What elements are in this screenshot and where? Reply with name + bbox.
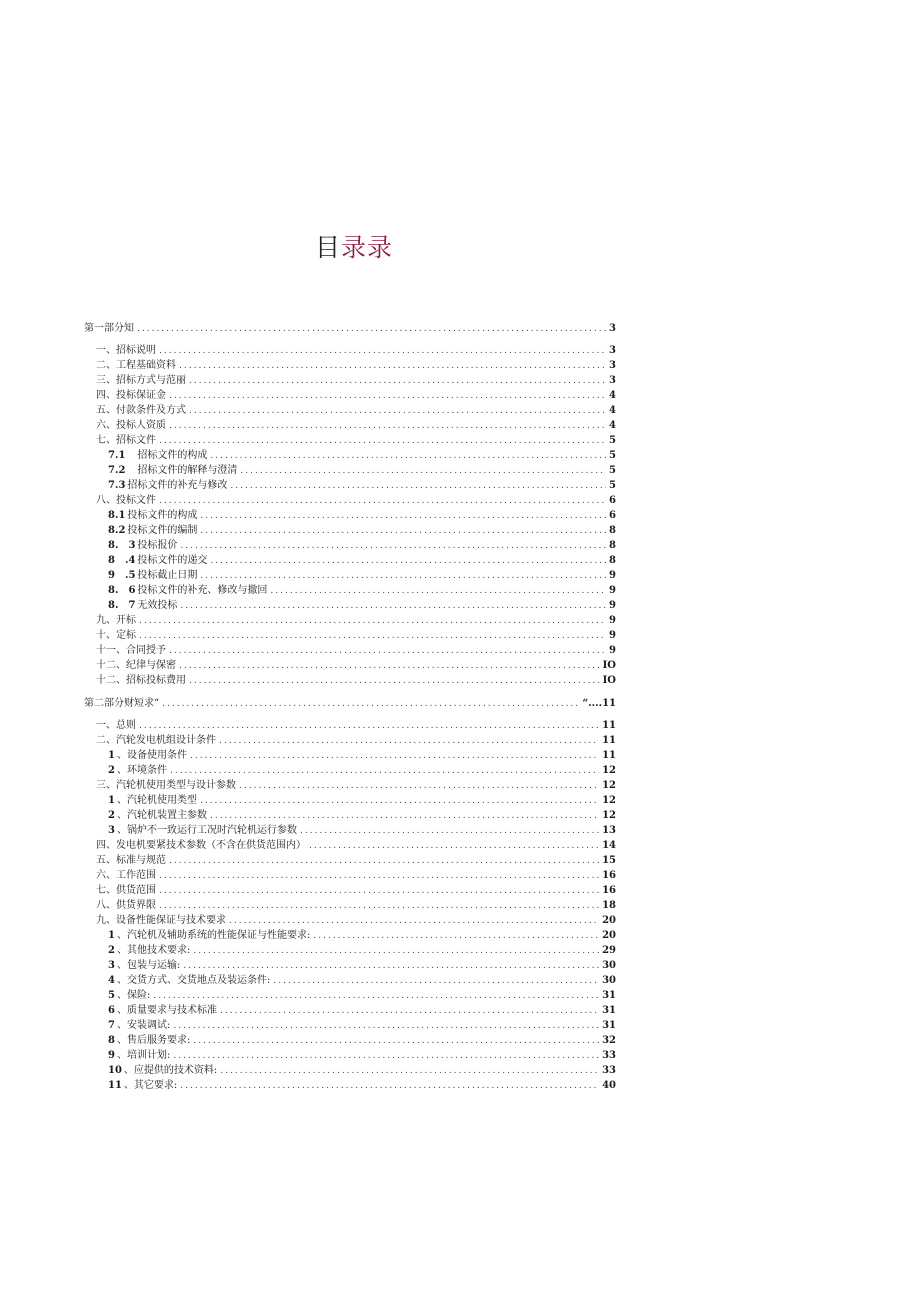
toc-page-number: 9 [609,630,616,641]
table-of-contents [84,0,616,1301]
toc-leader-dots [180,1080,599,1092]
toc-entry-label [96,735,216,747]
toc-entry-label [108,960,180,972]
toc-entry-text: 五、标准与规范 [96,855,166,866]
toc-entry-label [108,480,227,492]
toc-entry[interactable] [84,433,616,447]
toc-entry-text: 一、招标说明 [96,345,156,356]
toc-entry-text: 第二部分财短求“ [84,698,160,709]
toc-leader-dots [200,795,599,807]
toc-entry[interactable] [84,943,616,957]
toc-entry-label [96,360,176,372]
toc-page-number: 4 [609,390,616,401]
toc-page-number: 8 [609,540,616,551]
toc-entry-number: 8.2 [108,525,126,536]
toc-leader-dots [189,675,600,687]
toc-entry-text: 五、付款条件及方式 [96,405,186,416]
toc-page-number: 20 [602,915,616,926]
toc-entry-number: 9 .5 [108,570,136,581]
toc-entry[interactable] [84,418,616,432]
toc-page-number: 32 [602,1035,616,1046]
toc-page-number: 9 [609,585,616,596]
toc-page-number: IO [602,675,616,686]
toc-entry-text: 四、投标保证金 [96,390,166,401]
toc-entry-label [96,660,176,672]
toc-page-number: 29 [602,945,616,956]
toc-entry-label [108,1035,190,1047]
toc-entry-text: 十一、合同授予 [96,645,166,656]
toc-entry[interactable] [84,403,616,417]
toc-entry-label [108,1080,177,1092]
toc-entry[interactable] [84,898,616,912]
toc-leader-dots [179,660,600,672]
toc-entry-label [108,930,310,942]
toc-entry[interactable] [84,763,616,777]
toc-leader-dots [229,915,599,927]
toc-page-number: 11 [602,750,616,761]
toc-leader-dots [309,840,599,852]
toc-leader-dots [210,810,599,822]
toc-entry[interactable] [84,1033,616,1047]
toc-page-number: 40 [602,1080,616,1091]
toc-page-number: 31 [602,990,616,1001]
toc-entry[interactable] [84,523,616,537]
toc-entry[interactable] [84,808,616,822]
toc-entry-text: 招标文件的补充与修改 [127,480,228,491]
toc-entry-text: 二、汽轮发电机组设计条件 [96,735,216,746]
toc-entry-text: 招标文件的解释与澄清 [127,465,238,476]
toc-entry-label [96,630,136,642]
toc-page-number: 14 [602,840,616,851]
toc-entry-label [96,675,186,687]
toc-leader-dots [200,525,606,537]
toc-leader-dots [189,375,606,387]
toc-entry-number: 7.1 [108,450,126,461]
toc-entry-text: 、其它要求: [123,1080,178,1091]
toc-entry-label [96,435,156,447]
toc-leader-dots [220,1065,599,1077]
toc-leader-dots [159,885,599,897]
toc-entry-text: 、包装与运输: [116,960,181,971]
toc-entry-number: 7 [108,1020,115,1031]
toc-leader-dots [139,630,606,642]
toc-entry-text: 、锅炉不一致运行工况时汽轮机运行参数 [116,825,297,836]
toc-entry-label [96,870,156,882]
toc-entry-number: 8 [108,1035,115,1046]
toc-entry-number: 4 [108,975,115,986]
toc-entry-text: 投标截止日期 [137,570,198,581]
toc-entry-number: 9 [108,1050,115,1061]
toc-entry-number: 7.2 [108,465,126,476]
toc-page-number: 4 [609,405,616,416]
toc-page-number: 3 [609,360,616,371]
toc-entry-label [108,1020,170,1032]
toc-entry-label [96,900,156,912]
toc-leader-dots [173,1050,599,1062]
toc-page-number: 16 [602,885,616,896]
toc-page-number: 12 [602,780,616,791]
toc-leader-dots [169,855,599,867]
toc-entry-label [108,825,297,837]
toc-page-number: 12 [602,795,616,806]
toc-entry-text: 、其他技术要求: [116,945,191,956]
toc-leader-dots [170,765,599,777]
toc-entry-number: 2 [108,810,115,821]
toc-entry-label [108,945,190,957]
toc-entry-label [84,698,159,710]
toc-leader-dots [193,1035,599,1047]
toc-leader-dots [180,540,606,552]
toc-entry-label [96,645,166,657]
toc-entry-number: 2 [108,765,115,776]
toc-entry-text: 十、定标 [96,630,136,641]
toc-page-number: 9 [609,615,616,626]
toc-entry[interactable] [84,673,616,687]
toc-page-number: 12 [602,765,616,776]
toc-entry-label [96,885,156,897]
toc-entry-label [108,1050,170,1062]
toc-entry[interactable] [84,973,616,987]
toc-leader-dots [159,435,606,447]
toc-entry-number: 1 [108,750,115,761]
toc-entry-text: 投标文件的编制 [127,525,198,536]
toc-leader-dots [139,615,606,627]
toc-page-number: 33 [602,1065,616,1076]
toc-page-number: 4 [609,420,616,431]
toc-page-number: 6 [609,510,616,521]
toc-entry-label [108,465,237,477]
toc-entry-text: 、安装调试: [116,1020,171,1031]
toc-leader-dots [230,480,606,492]
toc-entry-label [108,450,207,462]
toc-page-number: 6 [609,495,616,506]
toc-entry-label [96,345,156,357]
toc-entry[interactable] [84,928,616,942]
toc-leader-dots [219,735,599,747]
toc-page-number: 20 [602,930,616,941]
toc-page-number: 5 [609,465,616,476]
toc-leader-dots [200,510,606,522]
toc-leader-dots [210,450,606,462]
toc-entry[interactable] [84,553,616,567]
toc-entry-number: 5 [108,990,115,1001]
toc-page-number: 18 [602,900,616,911]
toc-entry-text: 、保险: [116,990,151,1001]
toc-entry[interactable] [84,823,616,837]
toc-page-number: 11 [602,735,616,746]
toc-entry-label [108,990,150,1002]
toc-page-number: 30 [602,960,616,971]
toc-entry[interactable] [84,568,616,582]
toc-page-number: 5 [609,450,616,461]
toc-leader-dots [239,780,599,792]
toc-entry[interactable] [84,718,616,732]
toc-leader-dots [153,990,599,1002]
toc-entry-text: 十二、纪律与保密 [96,660,176,671]
toc-page-number: 3 [609,323,616,334]
toc-leader-dots [183,960,599,972]
toc-leader-dots [189,405,606,417]
toc-entry[interactable] [84,793,616,807]
toc-entry[interactable] [84,853,616,867]
toc-entry-label [84,323,134,335]
toc-entry[interactable] [84,1078,616,1092]
toc-page-number: 8 [609,555,616,566]
toc-page-number: 9 [609,570,616,581]
toc-leader-dots [240,465,606,477]
toc-entry-number: 7.3 [108,480,126,491]
toc-entry[interactable] [84,1003,616,1017]
toc-leader-dots [139,720,599,732]
toc-entry-label [108,510,197,522]
toc-entry-label [108,570,197,582]
toc-entry-text: 七、供货范围 [96,885,156,896]
toc-leader-dots [190,750,599,762]
toc-entry[interactable] [84,613,616,627]
toc-page-number: 30 [602,975,616,986]
toc-leader-dots [159,495,606,507]
toc-entry[interactable] [84,583,616,597]
toc-entry[interactable] [84,733,616,747]
toc-page-number: 5 [609,435,616,446]
toc-entry[interactable] [84,388,616,402]
toc-page-number: 3 [609,375,616,386]
toc-leader-dots [173,1020,599,1032]
toc-entry-label [108,765,167,777]
toc-entry[interactable] [84,1063,616,1077]
toc-entry[interactable] [84,373,616,387]
toc-entry-label [96,780,236,792]
toc-page-number: 33 [602,1050,616,1061]
toc-entry[interactable] [84,913,616,927]
toc-entry-number: 8.1 [108,510,126,521]
toc-page-number: 31 [602,1020,616,1031]
toc-entry-text: 投标文件的递交 [137,555,208,566]
toc-entry-text: 九、开标 [96,615,136,626]
toc-entry-text: 投标文件的补充、修改与撤回 [137,585,268,596]
toc-leader-dots [169,420,606,432]
toc-entry-text: 、汽轮机及辅助系统的性能保证与性能要求: [116,930,311,941]
toc-leader-dots [273,975,599,987]
toc-entry-text: 三、招标方式与范丽 [96,375,186,386]
toc-page-number: 15 [602,855,616,866]
toc-entry[interactable] [84,448,616,462]
toc-leader-dots [159,870,599,882]
toc-entry-label [108,1065,217,1077]
toc-entry-label [96,375,186,387]
toc-entry-label [108,1005,217,1017]
toc-entry-number: 8. 6 [108,585,136,596]
toc-entry[interactable] [84,643,616,657]
toc-entry-text: 十二、招标投标费用 [96,675,186,686]
toc-entry[interactable] [84,358,616,372]
toc-leader-dots [169,645,606,657]
toc-entry-number: 8. 7 [108,600,136,611]
toc-leader-dots [270,585,606,597]
toc-leader-dots [159,345,606,357]
toc-entry-label [96,915,226,927]
toc-entry[interactable] [84,343,616,357]
toc-leader-dots [313,930,599,942]
toc-entry-text: 第一部分知 [84,323,134,334]
toc-entry-text: 无效投标 [137,600,178,611]
toc-entry-text: 二、工程基础资料 [96,360,176,371]
toc-entry-text: 、汽轮机装置主参数 [116,810,207,821]
toc-page-number: 9 [609,600,616,611]
toc-entry-text: 、交货方式、交货地点及装运条件: [116,975,271,986]
toc-entry[interactable] [84,463,616,477]
toc-entry-text: 投标报价 [137,540,178,551]
toc-entry-text: 、设备使用条件 [116,750,187,761]
toc-entry-label [108,810,207,822]
toc-page-number: IO [602,660,616,671]
toc-entry[interactable] [84,598,616,612]
toc-entry-text: 三、汽轮机使用类型与设计参数 [96,780,236,791]
toc-page-number: “....11 [582,698,616,709]
toc-entry-label [108,975,270,987]
toc-leader-dots [179,360,606,372]
toc-leader-dots [300,825,599,837]
toc-entry-text: 招标文件的构成 [127,450,208,461]
toc-entry-text: 四、发电机要紧技术参数（不含在供货范围内） [96,840,306,851]
toc-page-number: 9 [609,645,616,656]
toc-entry[interactable] [84,478,616,492]
toc-entry[interactable] [84,658,616,672]
toc-leader-dots [162,698,579,710]
toc-entry-text: 六、投标人资质 [96,420,166,431]
toc-entry-text: 、质量要求与技术标准 [116,1005,217,1016]
toc-leader-dots [137,323,606,335]
toc-entry-label [108,795,197,807]
toc-entry[interactable] [84,883,616,897]
toc-leader-dots [210,555,606,567]
toc-entry-text: 一、总则 [96,720,136,731]
toc-page-number: 13 [602,825,616,836]
toc-entry[interactable] [84,868,616,882]
toc-page-number: 31 [602,1005,616,1016]
toc-entry-number: 10 [108,1065,122,1076]
toc-entry-text: 、培训计划: [116,1050,171,1061]
toc-entry-number: 3 [108,960,115,971]
toc-page-number: 5 [609,480,616,491]
toc-leader-dots [200,570,606,582]
toc-entry-text: 、应提供的技术资料: [123,1065,218,1076]
toc-entry-text: 八、供货界限 [96,900,156,911]
toc-entry-label [96,495,156,507]
toc-entry-number: 6 [108,1005,115,1016]
toc-entry[interactable] [84,988,616,1002]
toc-entry-text: 八、投标文件 [96,495,156,506]
toc-entry-label [108,555,207,567]
toc-entry[interactable] [84,1018,616,1032]
toc-title-part2: 录录 [341,233,394,262]
toc-entry-label [96,390,166,402]
toc-entry-label [108,525,197,537]
toc-entry[interactable] [84,748,616,762]
toc-entry-number: 3 [108,825,115,836]
toc-entry-number: 1 [108,930,115,941]
toc-entry-label [96,855,166,867]
toc-entry-text: 、售后服务要求: [116,1035,191,1046]
toc-entry-text: 投标文件的构成 [127,510,198,521]
toc-entry-number: 1 [108,795,115,806]
toc-leader-dots [169,390,606,402]
toc-entry-text: 九、设备性能保证与技术要求 [96,915,226,926]
toc-entry-number: 2 [108,945,115,956]
toc-entry[interactable] [84,321,616,335]
toc-entry[interactable] [84,696,616,710]
toc-entry-label [96,840,306,852]
toc-page-number: 11 [602,720,616,731]
toc-page-number: 16 [602,870,616,881]
toc-entry-number: 8. 3 [108,540,136,551]
toc-entry-label [96,615,136,627]
toc-entry-text: 七、招标文件 [96,435,156,446]
toc-entry-text: 六、工作范围 [96,870,156,881]
toc-page-number: 12 [602,810,616,821]
toc-entry[interactable] [84,493,616,507]
toc-title-part1: 目 [314,233,341,262]
toc-entry-label [108,540,177,552]
toc-entry[interactable] [84,538,616,552]
toc-entry-text: 、汽轮机使用类型 [116,795,197,806]
toc-page-number: 3 [609,345,616,356]
toc-entry-label [108,585,267,597]
toc-entry-label [108,750,187,762]
toc-entry-text: 、环境条件 [116,765,167,776]
toc-entry[interactable] [84,628,616,642]
toc-entry-label [96,420,166,432]
toc-entry-number: 11 [108,1080,122,1091]
toc-leader-dots [159,900,599,912]
toc-entry[interactable] [84,1048,616,1062]
toc-entry[interactable] [84,958,616,972]
toc-leader-dots [220,1005,599,1017]
toc-entry[interactable] [84,778,616,792]
toc-entry[interactable] [84,838,616,852]
toc-leader-dots [193,945,599,957]
toc-entry-label [96,720,136,732]
toc-entry[interactable] [84,508,616,522]
toc-entry-number: 8 .4 [108,555,136,566]
toc-entry-label [108,600,177,612]
toc-leader-dots [180,600,606,612]
toc-entry-label [96,405,186,417]
toc-page-number: 8 [609,525,616,536]
